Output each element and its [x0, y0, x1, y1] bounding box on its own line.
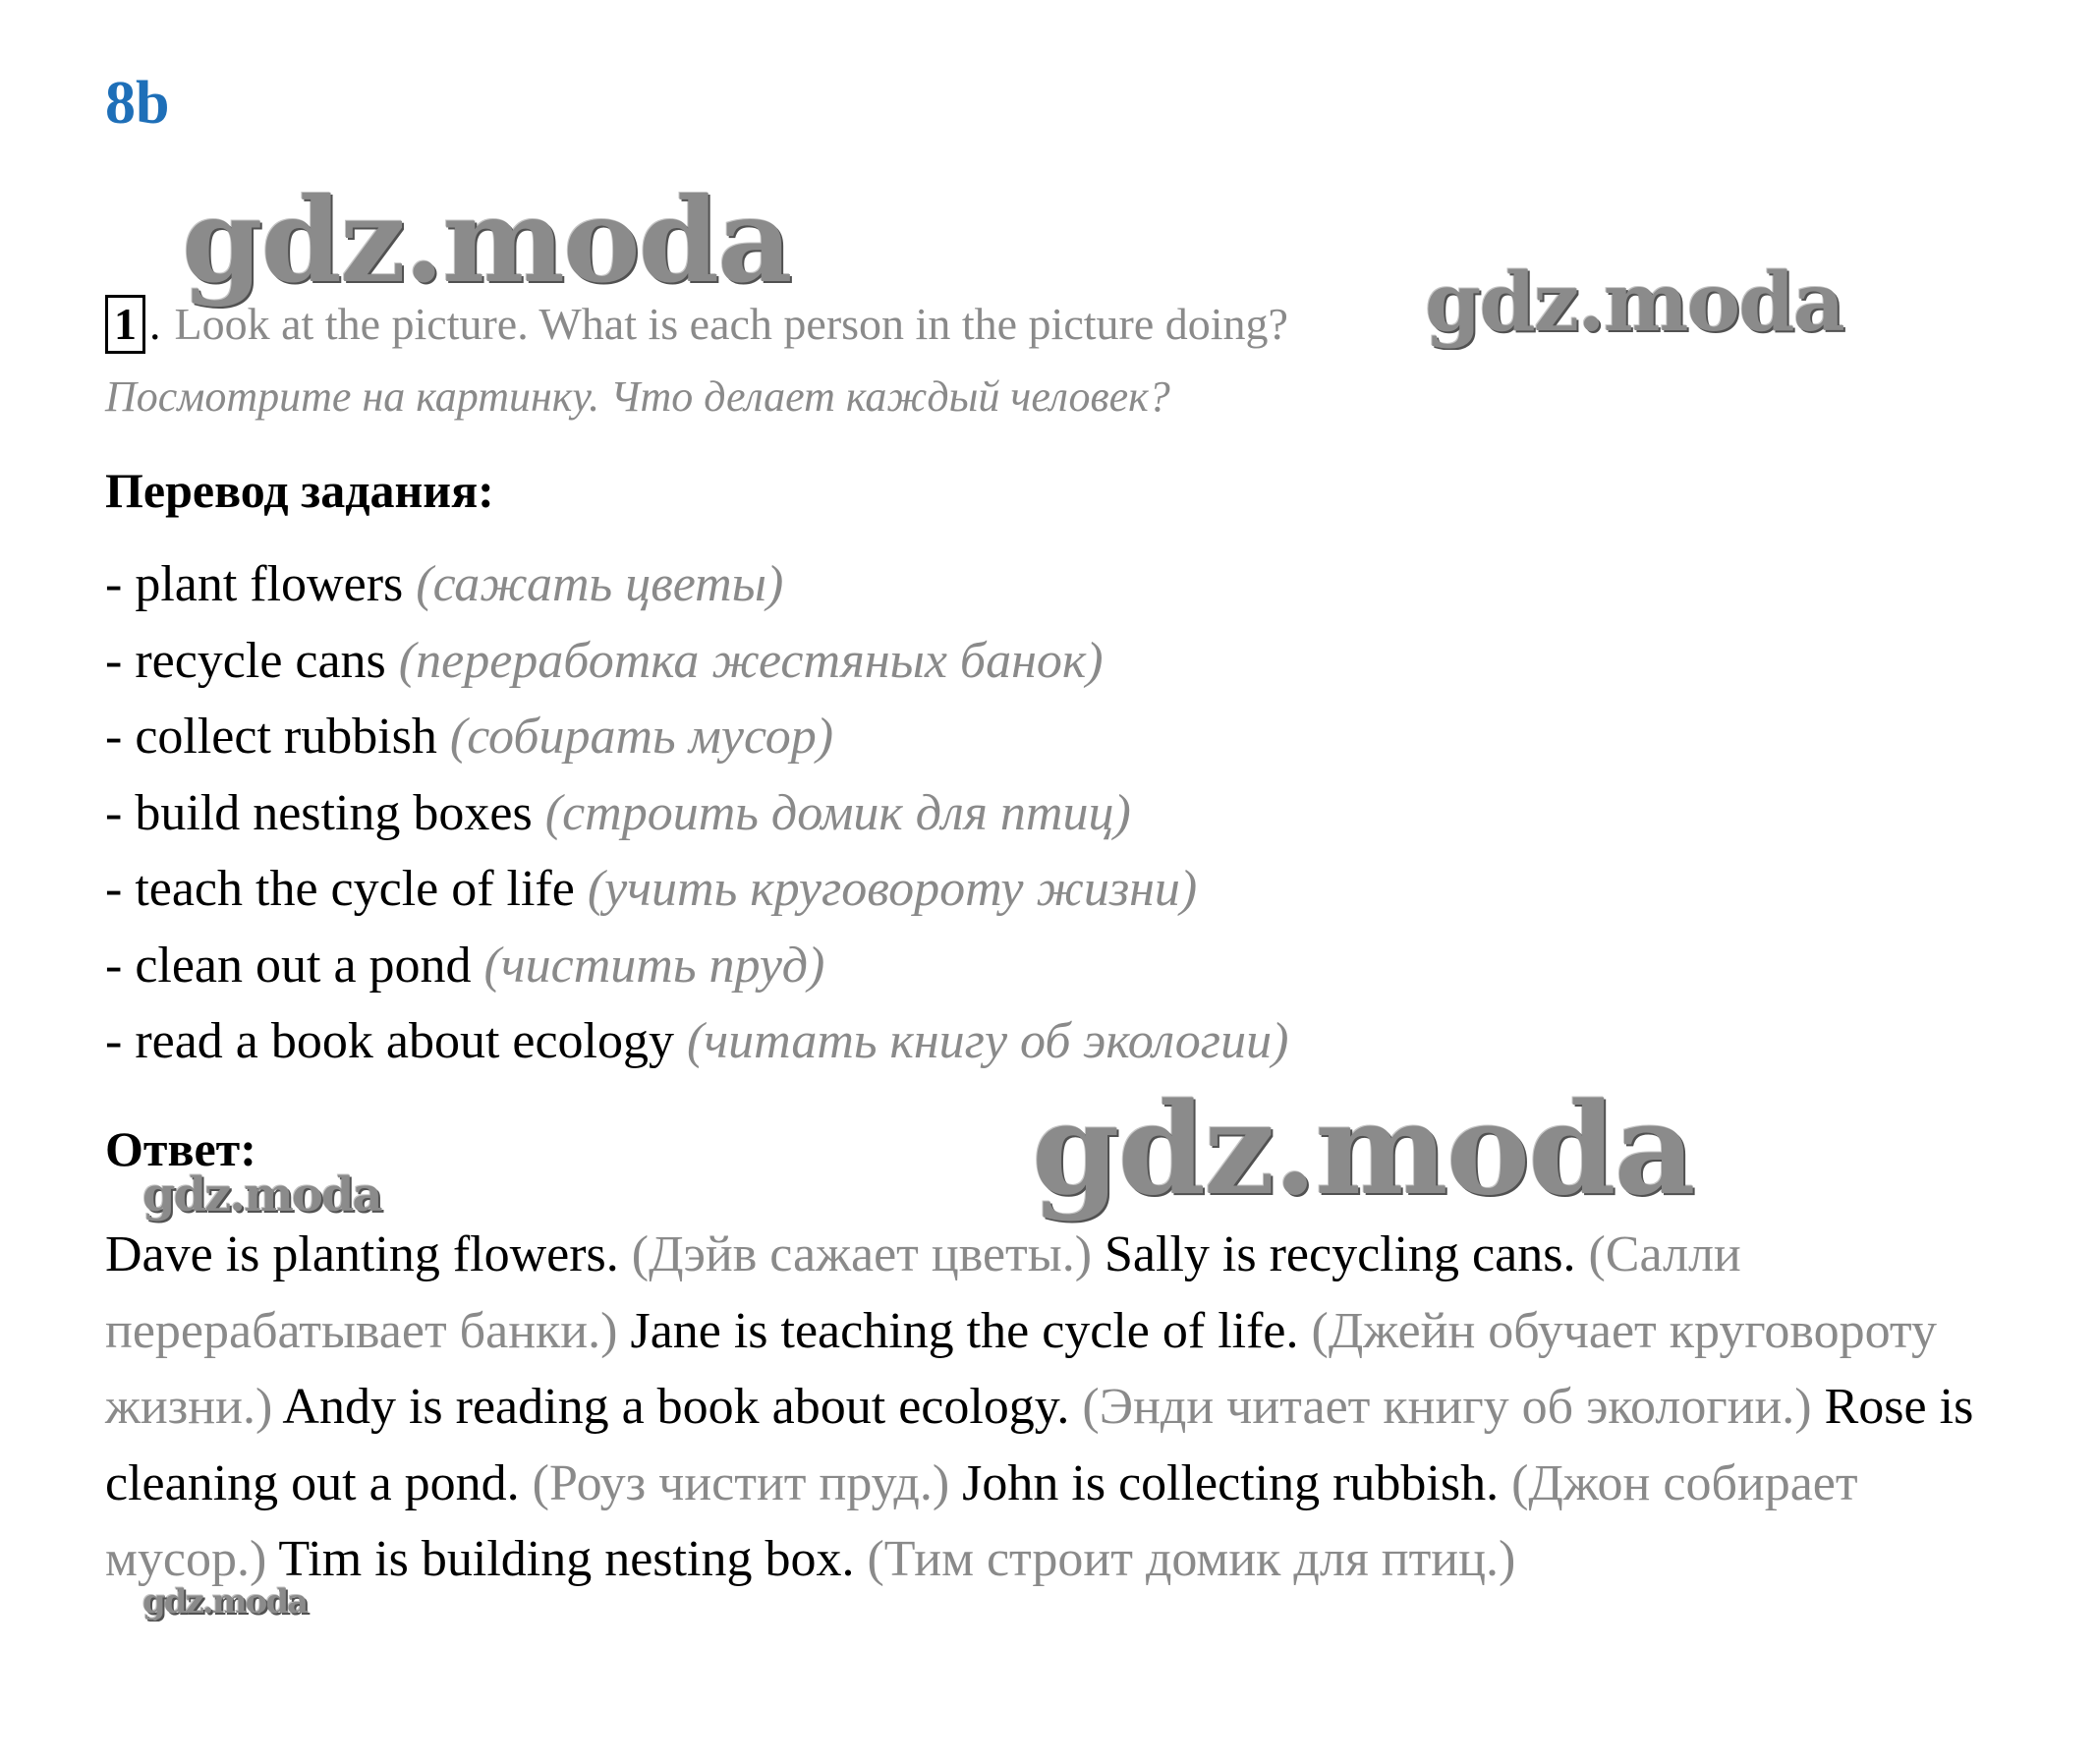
phrase-en: - build nesting boxes [105, 784, 533, 841]
watermark: gdz.moda [142, 1582, 308, 1622]
list-item [105, 784, 1288, 861]
task-translation: Посмотрите на картинку. Что делает каждый человек? [105, 372, 1170, 421]
watermark: gdz.moda [142, 1167, 381, 1223]
list-item [105, 632, 1288, 709]
phrase-en: - read a book about ecology [105, 1013, 675, 1069]
list-item [105, 555, 1288, 632]
phrase-en: - teach the cycle of life [105, 861, 575, 917]
phrase-ru: (чистить пруд) [483, 937, 825, 994]
list-item [105, 937, 1288, 1013]
answer-sentence: Dave is planting flowers. [105, 1226, 619, 1282]
answer-sentence: Rose is cleaning out a pond. [105, 1379, 1974, 1511]
answer-sentence: Jane is teaching the cycle of life. [630, 1302, 1299, 1359]
task-instruction [105, 295, 1288, 354]
answer-sentence: Tim is building nesting box. [278, 1531, 855, 1587]
answer-translation: (Дэйв сажает цветы.) [631, 1226, 1093, 1282]
phrase-ru: (собирать мусор) [449, 709, 834, 765]
answer-translation: (Энди читает книгу об экологии.) [1082, 1379, 1812, 1435]
phrase-list [105, 555, 1288, 1089]
answer-translation: (Джейн обучает круговороту жизни.) [105, 1302, 1937, 1435]
section-heading: 8b [105, 70, 170, 137]
answer-translation: (Роуз чистит пруд.) [532, 1454, 950, 1511]
phrase-ru: (переработка жестяных банок) [398, 632, 1104, 689]
phrase-ru: (учить круговороту жизни) [587, 861, 1198, 917]
phrase-en: - plant flowers [105, 556, 404, 612]
list-item [105, 1012, 1288, 1089]
phrase-en: - collect rubbish [105, 709, 437, 765]
answer-translation: (Салли перерабатывает банки.) [105, 1226, 1741, 1359]
watermark: gdz.moda [1032, 1076, 1694, 1223]
task-number-dot: . [149, 299, 161, 349]
phrase-ru: (читать книгу об экологии) [687, 1013, 1289, 1069]
answer-paragraph [105, 1217, 2031, 1598]
phrase-ru: (сажать цветы) [416, 556, 784, 612]
answer-sentence: Sally is recycling cans. [1105, 1226, 1576, 1282]
answer-title: Ответ: [105, 1121, 256, 1176]
list-item [105, 708, 1288, 784]
watermark: gdz.moda [182, 172, 791, 309]
phrase-ru: (строить домик для птиц) [544, 784, 1131, 841]
phrase-en: - clean out a pond [105, 937, 472, 994]
watermark: gdz.moda [1425, 256, 1843, 350]
phrase-en: - recycle cans [105, 632, 386, 689]
translation-title: Перевод задания: [105, 463, 494, 518]
answer-translation: (Тим строит домик для птиц.) [867, 1531, 1516, 1587]
answer-sentence: Andy is reading a book about ecology. [282, 1379, 1070, 1435]
task-number: 1 [105, 295, 145, 354]
task-text: Look at the picture. What is each person in the picture doing? [174, 299, 1288, 349]
list-item [105, 860, 1288, 937]
answer-sentence: John is collecting rubbish. [962, 1454, 1500, 1511]
answer-translation: (Джон собирает мусор.) [105, 1454, 1858, 1587]
